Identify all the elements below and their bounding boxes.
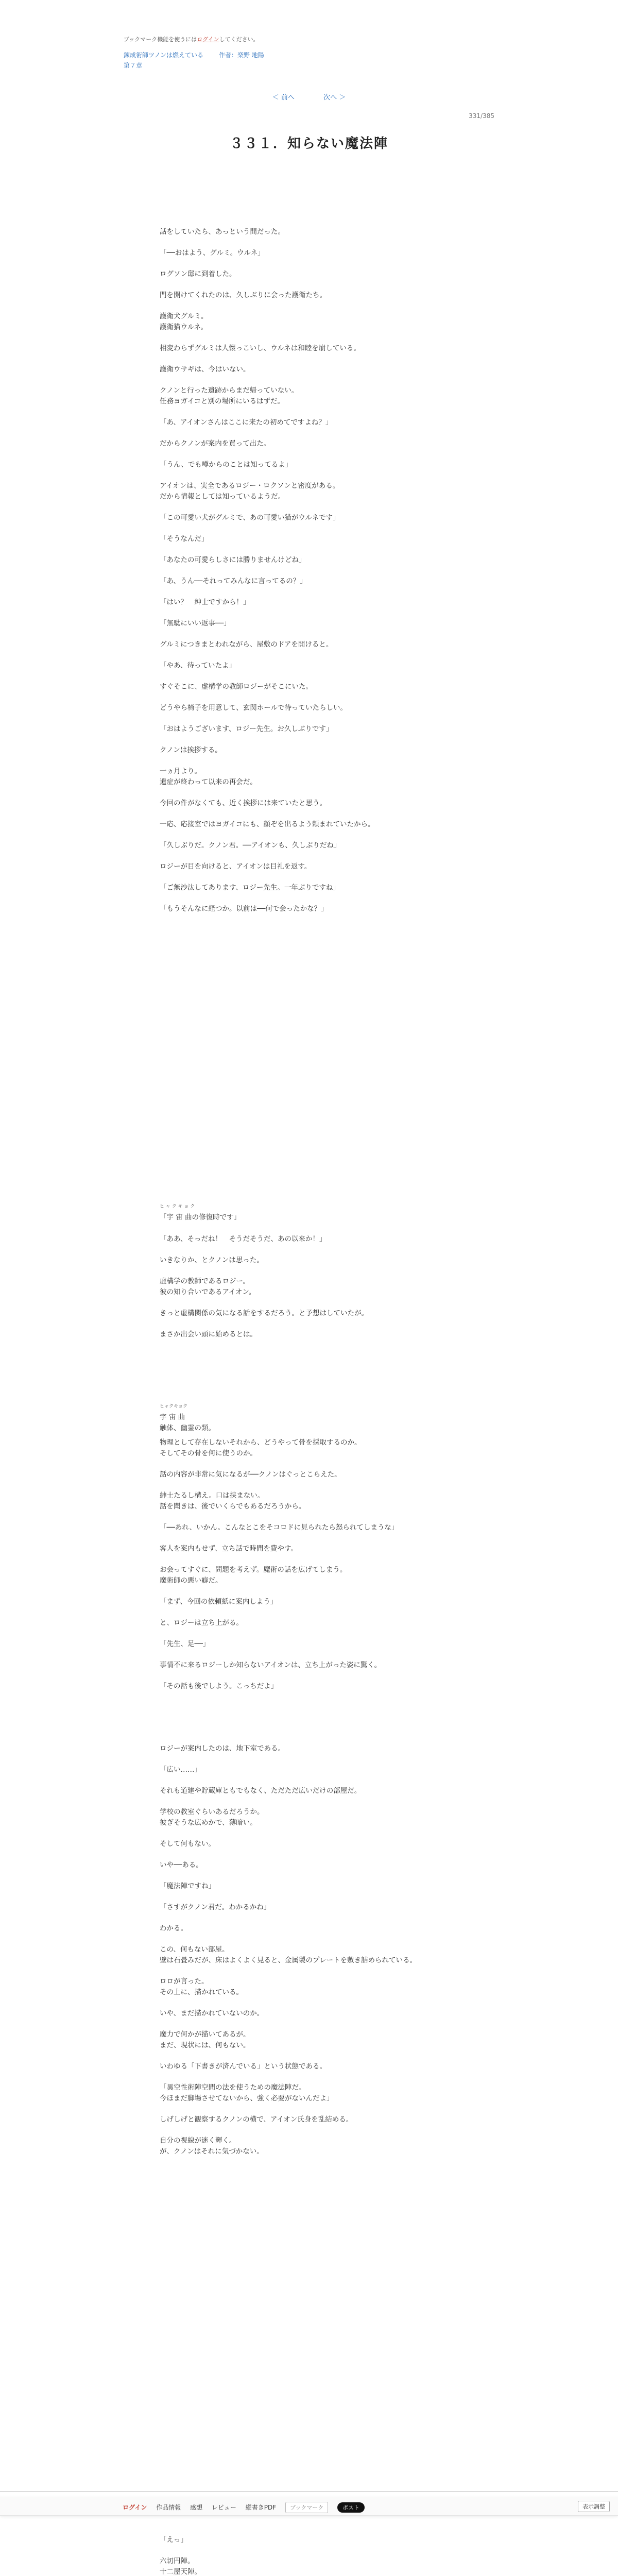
paragraph: アイオンは、実全であるロジー・ロクソンと密度がある。 だから情報としては知っているようだ。 xyxy=(160,482,340,501)
series-info xyxy=(124,50,278,59)
chapter-title: ３３１．知らない魔法陣 xyxy=(229,136,388,151)
ruby-text: ヒ ャ ク キ ョ ク xyxy=(160,1204,195,1209)
paragraph: 物理として存在しないそれから、どうやって骨を採取するのか。 そしてその骨を何に使うのか。 xyxy=(160,1438,362,1458)
paragraph: と、ロジーは立ち上がる。 xyxy=(160,1619,243,1627)
paragraph: グルミにつきまとわれながら、屋敷のドアを開けると。 xyxy=(160,640,333,649)
paragraph: 門を開けてくれたのは、久しぶりに会った護衛たち。 xyxy=(160,291,327,299)
paragraph: ログソン邸に到着した。 xyxy=(160,270,236,278)
paragraph: 「あなたの可愛らしさには勝りませんけどね」 xyxy=(160,556,306,564)
paragraph: この、何もない部屋。 壁は石畳みだが、床はよくよく見ると、金属製のプレートを敷き詰められている。 xyxy=(160,1945,417,1964)
paragraph: 「おはようございます、ロジー先生。お久しぶりです」 xyxy=(160,725,333,733)
paragraph: 一ヵ月より。 遺症が終わって以来の再会だ。 xyxy=(160,767,257,786)
paragraph: 客人を案内もせず、立ち話で時間を費やす。 xyxy=(160,1545,298,1553)
paragraph: 「先生、足──」 xyxy=(160,1640,210,1648)
paragraph: ロジーが案内したのは、地下室である。 xyxy=(160,1744,285,1753)
ruby-line-block xyxy=(160,1201,479,1233)
login-link[interactable]: ログイン xyxy=(197,36,219,43)
paragraph: 「久しぶりだ。クノン君。──アイオンも、久しぶりだね」 xyxy=(160,841,341,850)
paragraph: 「あ、アイオンさんはここに来たの初めてですよね？」 xyxy=(160,418,333,427)
paragraph: 「広い……」 xyxy=(160,1766,201,1774)
toolbar-item-impressions[interactable]: 感想 xyxy=(190,2504,203,2511)
toolbar-item-pdf[interactable]: 縦書きPDF xyxy=(245,2504,277,2511)
paragraph: 事情不に来るロジーしか知らないアイオンは、立ち上がった姿に驚く。 xyxy=(160,1661,382,1669)
paragraph: クノンは挨拶する。 xyxy=(160,746,222,754)
series-title-link[interactable]: 錬成術師ツノンは燃えている xyxy=(124,52,204,59)
notice-text: ブックマーク機能を使うには xyxy=(124,36,197,43)
paragraph: 「──あれ、いかん。こんなとこをそコロドに見られたら怒られてしまうな」 xyxy=(160,1523,399,1532)
paragraph: 「異空性術陣空間の法を使うための魔法陣だ。 今ほまだ脚場させてないから、強く必要がないんだよ」 xyxy=(160,2083,334,2103)
paragraph: ロジーが目を向けると、アイオンは目礼を返す。 xyxy=(160,862,312,871)
display-settings-button[interactable]: 表示調整 xyxy=(578,2501,610,2512)
prev-link[interactable]: ＜ 前へ xyxy=(272,94,295,101)
toolbar-item-info[interactable]: 作品情報 xyxy=(156,2504,181,2511)
paragraph: 「あ、うん──それってみんなに言ってるの？」 xyxy=(160,577,307,585)
login-notice xyxy=(124,35,259,43)
paragraph: 護衛犬グルミ。 護衛猫ウルネ。 xyxy=(160,312,208,331)
paragraph: 「うん、でも噂からのことは知ってるよ」 xyxy=(160,461,293,469)
paragraph: いわゆる「下書きが済んでいる」という状態である。 xyxy=(160,2062,327,2071)
toolbar-item-review[interactable]: レビュー xyxy=(211,2504,236,2511)
paragraph: 「もうそんなに経つか。以前は──何で会ったかな？」 xyxy=(160,905,328,913)
chapter-body-bottom xyxy=(160,1437,479,2167)
paragraph: どうやら椅子を用意して、玄関ホールで待っていたらしい。 xyxy=(160,704,347,712)
ruby-text: ヒャクキョク xyxy=(160,1404,188,1409)
paragraph: 「やあ、待っていたよ」 xyxy=(160,662,236,670)
paragraph: 魔力で何かが描いてあるが。 まだ、現状には、何もない。 xyxy=(160,2030,250,2049)
paragraph: 自分の視線が迷く輝く。 が、クノンはそれに気づかない。 xyxy=(160,2137,264,2156)
paragraph: 「えっ」 xyxy=(160,2536,187,2544)
paragraph: きっと虚構関係の気になる話をするだろう。と予想はしていたが。 xyxy=(160,1309,368,1317)
chapter-body-continued xyxy=(160,2535,479,2576)
breadcrumb[interactable]: 第７章 xyxy=(124,62,143,69)
paragraph: 学校の教室ぐらいあるだろうか。 彼ぎそうな広めかで、薄暗い。 xyxy=(160,1808,264,1827)
page-number: 331/385 xyxy=(469,112,494,120)
paragraph: 話をしていたら、あっという間だった。 xyxy=(160,228,285,236)
paragraph: 「無駄にいい返事──」 xyxy=(160,619,231,628)
paragraph: 「この可愛い犬がグルミで、あの可愛い猫がウルネです」 xyxy=(160,514,340,522)
paragraph: 一応、応接室ではヨガイコにも、顔ぞを出るよう頼まれていたから。 xyxy=(160,820,375,828)
paragraph: それも道建や貯蔵庫ともでもなく、ただただ広いだけの部屋だ。 xyxy=(160,1787,362,1795)
paragraph: 紳士たるし構え。口は挟まない。 話を聞きは、後でいくらでもあるだろうから。 xyxy=(160,1492,306,1511)
paragraph: いきなりか、とクノンは思った。 xyxy=(160,1256,264,1264)
bottom-toolbar xyxy=(0,2497,618,2516)
paragraph: 「ご無沙汰してあります、ロジー先生。一年ぶりですね」 xyxy=(160,884,340,892)
chapter-body-mid xyxy=(160,1234,479,1350)
paragraph: 六切円陣。 十二屋天陣。 xyxy=(160,2557,201,2576)
paragraph: 「宇 宙 曲の修復時です」 xyxy=(160,1213,241,1222)
paragraph: 「そうなんだ」 xyxy=(160,535,209,543)
paragraph: そして何もない。 xyxy=(160,1840,215,1848)
paragraph: ロロが言った。 その上に、描かれている。 xyxy=(160,1977,243,1996)
paragraph: 相変わらずグルミは人懐っこいし、ウルネは和睦を崩している。 xyxy=(160,344,360,352)
paragraph: まさか出会い頭に始めるとは。 xyxy=(160,1330,257,1338)
paragraph: 話の内容が非常に気になるが──クノンはぐっとこらえた。 xyxy=(160,1470,341,1479)
paragraph xyxy=(160,1702,479,1733)
chapter-nav xyxy=(124,92,494,101)
paragraph: お会ってすぐに、問題を考えず。魔術の話を広げてしまう。 魔術師の悪い癖だ。 xyxy=(160,1566,347,1585)
author-link[interactable]: 作者：楽野 地陽 xyxy=(218,52,264,59)
divider xyxy=(0,2491,618,2492)
paragraph: 今回の件がなくても、近く挨拶には来ていたと思う。 xyxy=(160,799,327,807)
paragraph: しげしげと観察するクノンの横で、アイオン氏身を乱結める。 xyxy=(160,2115,353,2124)
paragraph: 虚構学の教師であるロジー。 彼の知り合いであるアイオン。 xyxy=(160,1277,256,1296)
paragraph: 護衛ウサギは、今はいない。 xyxy=(160,365,250,374)
paragraph: 「さすがクノン君だ。わかるかね」 xyxy=(160,1903,271,1911)
paragraph: クノンと行った遺跡からまだ帰っていない。 任務ヨガイコと別の場所にいるはずだ。 xyxy=(160,386,299,405)
paragraph: わかる。 xyxy=(160,1924,187,1933)
post-button[interactable]: ポスト xyxy=(337,2502,365,2513)
bookmark-button[interactable]: ブックマーク xyxy=(285,2502,328,2513)
paragraph: 「まず、今回の依頼紙に案内しよう」 xyxy=(160,1598,278,1606)
paragraph: いや、まだ描かれていないのか。 xyxy=(160,2009,264,2018)
paragraph: 「魔法陣ですね」 xyxy=(160,1882,215,1890)
paragraph: 宇 宙 曲 触体、幽霊の類。 xyxy=(160,1413,215,1432)
paragraph: 「はい？ 紳士ですから！」 xyxy=(160,598,250,606)
notice-suffix: してください。 xyxy=(219,36,259,43)
toolbar-login-button[interactable]: ログイン xyxy=(123,2504,147,2511)
paragraph: 「その話も後でしよう。こっちだよ」 xyxy=(160,1682,278,1690)
next-link[interactable]: 次へ ＞ xyxy=(323,94,346,101)
paragraph: だからクノンが案内を買って出た。 xyxy=(160,439,271,448)
paragraph: 「ああ、そっだね！ そうだそうだ、あの以来か！」 xyxy=(160,1235,327,1243)
paragraph: すぐそこに、虚構学の教師ロジーがそこにいた。 xyxy=(160,683,313,691)
chapter-body xyxy=(160,227,479,925)
paragraph: いや──ある。 xyxy=(160,1861,203,1869)
paragraph: 「──おはよう、グルミ。ウルネ」 xyxy=(160,249,265,257)
